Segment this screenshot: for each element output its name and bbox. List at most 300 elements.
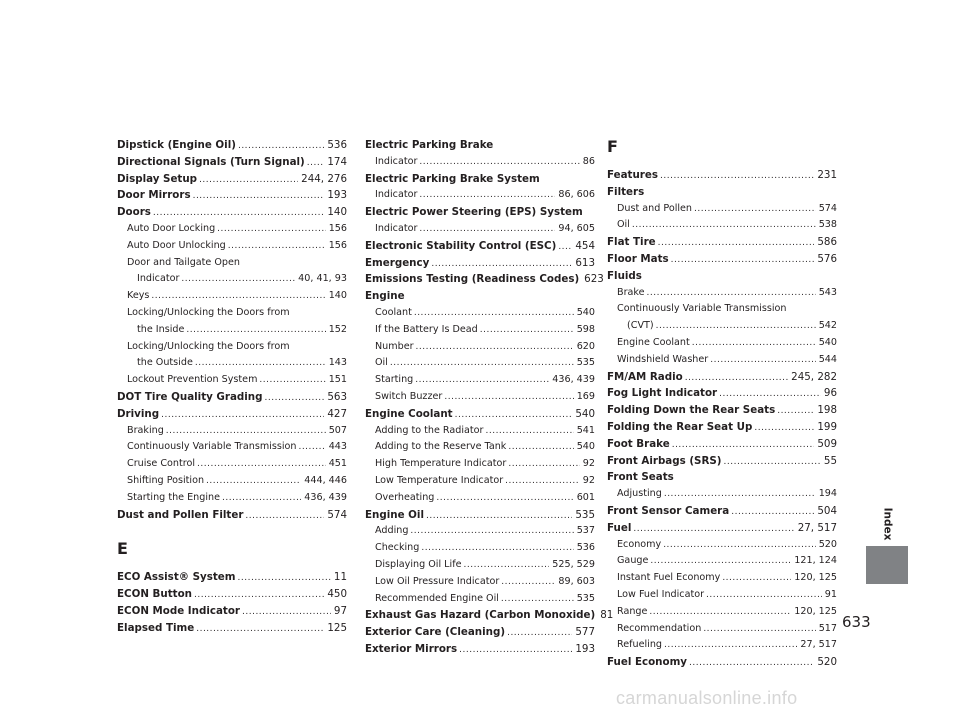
- index-entry: [365, 389, 595, 406]
- entry-term: Number: [375, 340, 414, 352]
- entry-pages: 541: [576, 424, 595, 436]
- leader-dots: [501, 591, 574, 608]
- entry-pages: 96: [823, 387, 837, 400]
- entry-term: Shifting Position: [127, 474, 205, 486]
- entry-term: Doors: [117, 206, 151, 219]
- index-entry: [365, 624, 595, 641]
- entry-pages: 576: [817, 252, 837, 265]
- entry-term: Dipstick (Engine Oil): [117, 139, 236, 151]
- page-number: 633: [842, 613, 871, 631]
- entry-term: ECO Assist® System: [117, 571, 236, 584]
- index-entry: [607, 385, 837, 402]
- entry-pages: 543: [818, 286, 837, 298]
- index-entry: [607, 587, 837, 604]
- entry-pages: 450: [327, 588, 347, 601]
- entry-term: Refueling: [617, 639, 662, 651]
- entry-pages: 535: [575, 508, 595, 521]
- leader-dots: [663, 537, 816, 554]
- entry-term: Locking/Unlocking the Doors from: [127, 340, 290, 352]
- entry-term: Folding Down the Rear Seats: [607, 404, 776, 417]
- entry-pages: 623: [584, 273, 604, 286]
- index-entry: [365, 255, 595, 272]
- index-entry: [365, 238, 595, 255]
- leader-dots: [426, 508, 572, 525]
- leader-dots: [419, 221, 555, 238]
- entry-pages: 40, 41, 93: [298, 273, 347, 285]
- index-entry: [117, 439, 347, 456]
- leader-dots: [719, 386, 821, 403]
- leader-dots: [710, 352, 815, 369]
- entry-term: Folding the Rear Seat Up: [607, 420, 753, 433]
- leader-dots: [777, 403, 814, 420]
- leader-dots: [238, 138, 324, 155]
- entry-term: Engine Coolant: [365, 407, 453, 420]
- entry-pages: 27, 517: [797, 521, 837, 534]
- entry-term: Display Setup: [117, 172, 198, 185]
- entry-pages: 156: [328, 239, 347, 251]
- letter-heading: E: [117, 539, 128, 559]
- index-column-2: [365, 137, 614, 658]
- index-entry: [117, 255, 347, 272]
- index-entry: [607, 537, 837, 554]
- index-entry: [365, 540, 595, 557]
- leader-dots: [206, 473, 301, 490]
- entry-term: Foot Brake: [607, 437, 670, 450]
- entry-pages: 140: [327, 206, 347, 219]
- entry-term: Low Temperature Indicator: [375, 474, 504, 486]
- leader-dots: [505, 473, 580, 490]
- leader-dots: [436, 490, 573, 507]
- entry-term: Starting the Engine: [127, 491, 220, 503]
- index-entry: [117, 187, 347, 204]
- index-entry: [365, 271, 604, 288]
- leader-dots: [656, 318, 816, 335]
- entry-pages: 194: [818, 488, 837, 500]
- entry-pages: 451: [328, 458, 347, 470]
- entry-term: Engine Oil: [365, 508, 424, 521]
- leader-dots: [186, 322, 325, 339]
- leader-dots: [421, 540, 573, 557]
- index-entry: [365, 187, 595, 204]
- index-column-3: [607, 137, 837, 671]
- entry-pages: 174: [327, 155, 347, 168]
- entry-term: Adding to the Reserve Tank: [375, 441, 507, 453]
- leader-dots: [649, 604, 791, 621]
- index-entry: [607, 318, 837, 335]
- leader-dots: [671, 252, 815, 269]
- entry-term: Adding: [375, 525, 409, 537]
- index-entry: [365, 473, 595, 490]
- leader-dots: [222, 490, 301, 507]
- entry-term: Electric Parking Brake System: [365, 172, 540, 185]
- entry-pages: 427: [327, 407, 347, 420]
- leader-dots: [685, 370, 788, 387]
- entry-pages: 574: [818, 202, 837, 214]
- entry-term: Brake: [617, 286, 645, 298]
- entry-term: (CVT): [627, 320, 654, 332]
- entry-pages: 544: [818, 353, 837, 365]
- side-tab-block: [866, 546, 908, 584]
- entry-pages: 152: [328, 323, 347, 335]
- entry-term: Elapsed Time: [117, 621, 195, 634]
- index-entry: [607, 369, 837, 386]
- leader-dots: [166, 423, 326, 440]
- entry-pages: 244, 276: [301, 172, 347, 185]
- entry-term: Engine: [365, 290, 405, 303]
- entry-term: If the Battery Is Dead: [375, 323, 478, 335]
- index-entry: [117, 372, 347, 389]
- leader-dots: [658, 235, 815, 252]
- index-entry: [117, 154, 347, 171]
- index-entry: [607, 570, 837, 587]
- leader-dots: [228, 238, 326, 255]
- index-entry: [365, 523, 595, 540]
- entry-term: Engine Coolant: [617, 336, 690, 348]
- entry-pages: 86: [582, 155, 595, 167]
- index-entry: [117, 305, 347, 322]
- index-entry: [117, 507, 347, 524]
- entry-term: the Inside: [137, 323, 185, 335]
- entry-pages: 443: [328, 441, 347, 453]
- index-entry: [607, 167, 837, 184]
- entry-pages: 55: [823, 454, 837, 467]
- leader-dots: [195, 355, 326, 372]
- index-entry: [365, 339, 595, 356]
- entry-term: Auto Door Locking: [127, 222, 216, 234]
- leader-dots: [390, 355, 574, 372]
- index-column-1: [117, 137, 347, 637]
- index-entry: [117, 238, 347, 255]
- entry-pages: 620: [576, 340, 595, 352]
- leader-dots: [459, 642, 572, 659]
- entry-pages: 11: [333, 571, 347, 584]
- entry-term: DOT Tire Quality Grading: [117, 390, 263, 403]
- entry-term: Fluids: [607, 269, 642, 282]
- letter-heading: F: [607, 137, 618, 156]
- entry-term: Exterior Mirrors: [365, 642, 458, 655]
- leader-dots: [431, 256, 572, 273]
- entry-pages: 537: [576, 525, 595, 537]
- index-entry: [117, 569, 347, 586]
- watermark: carmanualsonline.info: [616, 688, 798, 708]
- index-entry: [365, 456, 595, 473]
- entry-pages: 156: [328, 222, 347, 234]
- entry-pages: 231: [817, 169, 837, 181]
- entry-term: Switch Buzzer: [375, 390, 443, 402]
- entry-term: Adding to the Radiator: [375, 424, 484, 436]
- entry-pages: 81: [600, 609, 614, 622]
- index-entry: [607, 402, 837, 419]
- entry-term: FM/AM Radio: [607, 370, 683, 383]
- leader-dots: [242, 604, 331, 621]
- leader-dots: [259, 372, 325, 389]
- entry-pages: 94, 605: [558, 222, 595, 234]
- leader-dots: [444, 389, 573, 406]
- entry-term: Emergency: [365, 256, 430, 269]
- entry-term: Fuel: [607, 521, 632, 534]
- entry-pages: 143: [328, 357, 347, 369]
- entry-term: Driving: [117, 407, 160, 420]
- entry-pages: 536: [327, 139, 347, 151]
- leader-dots: [731, 504, 814, 521]
- leader-dots: [161, 407, 324, 424]
- leader-dots: [217, 221, 326, 238]
- entry-term: Displaying Oil Life: [375, 558, 462, 570]
- leader-dots: [692, 335, 816, 352]
- spacer: [117, 523, 347, 539]
- entry-term: Overheating: [375, 491, 435, 503]
- entry-term: Indicator: [375, 155, 418, 167]
- index-entry: [607, 469, 837, 486]
- index-entry: [117, 339, 347, 356]
- leader-dots: [245, 508, 324, 525]
- entry-pages: 598: [576, 323, 595, 335]
- entry-pages: 125: [327, 621, 347, 634]
- index-entry: [365, 641, 595, 658]
- leader-dots: [703, 621, 815, 638]
- index-entry: [117, 288, 347, 305]
- entry-pages: 540: [575, 407, 595, 420]
- leader-dots: [181, 271, 295, 288]
- entry-term: Dust and Pollen Filter: [117, 508, 244, 521]
- index-entry: [607, 234, 837, 251]
- leader-dots: [485, 423, 573, 440]
- entry-term: Economy: [617, 538, 662, 550]
- entry-pages: 613: [575, 256, 595, 269]
- index-entry: [607, 352, 837, 369]
- entry-pages: 92: [582, 474, 595, 486]
- entry-term: Directional Signals (Turn Signal): [117, 155, 305, 168]
- index-entry: [117, 423, 347, 440]
- leader-dots: [410, 523, 573, 540]
- leader-dots: [238, 570, 331, 587]
- leader-dots: [307, 155, 325, 172]
- index-entry: [365, 574, 595, 591]
- index-entry: [117, 355, 347, 372]
- index-entry: [365, 288, 595, 305]
- entry-pages: 517: [818, 622, 837, 634]
- entry-term: Low Oil Pressure Indicator: [375, 575, 500, 587]
- index-entry: [365, 557, 595, 574]
- entry-term: Recommendation: [617, 622, 702, 634]
- entry-term: Fuel Economy: [607, 656, 688, 669]
- entry-pages: 436, 439: [552, 374, 595, 386]
- leader-dots: [508, 456, 579, 473]
- entry-pages: 454: [575, 239, 595, 252]
- index-entry: [117, 490, 347, 507]
- entry-pages: 574: [327, 508, 347, 521]
- entry-pages: 507: [328, 424, 347, 436]
- entry-pages: 245, 282: [791, 370, 837, 383]
- entry-pages: 140: [328, 290, 347, 302]
- entry-term: Indicator: [375, 189, 418, 201]
- index-entry: [365, 607, 614, 624]
- entry-pages: 536: [576, 542, 595, 554]
- index-entry: [117, 603, 347, 620]
- entry-pages: 27, 517: [800, 639, 837, 651]
- entry-pages: 540: [576, 306, 595, 318]
- index-entry: [117, 586, 347, 603]
- index-entry: [117, 473, 347, 490]
- entry-pages: 540: [818, 336, 837, 348]
- entry-pages: 542: [818, 320, 837, 332]
- entry-pages: 538: [818, 219, 837, 231]
- entry-pages: 535: [576, 592, 595, 604]
- entry-term: Lockout Prevention System: [127, 374, 258, 386]
- leader-dots: [501, 574, 555, 591]
- index-entry: [365, 322, 595, 339]
- index-entry: [607, 553, 837, 570]
- leader-dots: [196, 621, 324, 638]
- entry-term: the Outside: [137, 357, 193, 369]
- index-entry: [607, 201, 837, 218]
- entry-term: Emissions Testing (Readiness Codes): [365, 273, 580, 286]
- entry-term: ECON Button: [117, 588, 192, 601]
- leader-dots: [416, 339, 574, 356]
- entry-term: Windshield Washer: [617, 353, 709, 365]
- side-tab-label: Index: [880, 507, 893, 541]
- entry-pages: 535: [576, 357, 595, 369]
- entry-pages: 193: [575, 642, 595, 655]
- entry-term: Fog Light Indicator: [607, 387, 718, 400]
- index-entry: [607, 486, 837, 503]
- entry-pages: 198: [817, 404, 837, 417]
- index-entry: [117, 271, 347, 288]
- entry-term: Indicator: [137, 273, 180, 285]
- leader-dots: [419, 187, 555, 204]
- entry-term: Recommended Engine Oil: [375, 592, 499, 604]
- index-entry: [607, 251, 837, 268]
- entry-term: Electronic Stability Control (ESC): [365, 239, 557, 252]
- leader-dots: [507, 625, 572, 642]
- leader-dots: [706, 587, 822, 604]
- leader-dots: [193, 188, 325, 205]
- entry-term: Floor Mats: [607, 252, 669, 265]
- leader-dots: [265, 390, 325, 407]
- index-entry: [365, 204, 595, 221]
- index-entry: [607, 520, 837, 537]
- entry-term: ECON Mode Indicator: [117, 604, 240, 617]
- entry-pages: 525, 529: [552, 558, 595, 570]
- index-entry: [607, 637, 837, 654]
- entry-term: Coolant: [375, 306, 412, 318]
- entry-pages: 89, 603: [558, 575, 595, 587]
- entry-pages: 120, 125: [794, 572, 837, 584]
- entry-pages: 586: [817, 236, 837, 249]
- leader-dots: [724, 454, 821, 471]
- leader-dots: [199, 172, 298, 189]
- leader-dots: [298, 439, 325, 456]
- index-entry: [607, 335, 837, 352]
- index-entry: [117, 204, 347, 221]
- leader-dots: [151, 288, 325, 305]
- entry-pages: 151: [328, 374, 347, 386]
- leader-dots: [660, 168, 814, 185]
- entry-term: Filters: [607, 185, 645, 198]
- index-entry: [365, 154, 595, 171]
- entry-pages: 91: [824, 588, 837, 600]
- entry-term: Cruise Control: [127, 458, 196, 470]
- entry-pages: 199: [817, 420, 837, 433]
- index-entry: [607, 184, 837, 201]
- entry-term: Door Mirrors: [117, 189, 191, 202]
- leader-dots: [672, 437, 815, 454]
- leader-dots: [664, 486, 816, 503]
- index-entry: [117, 137, 347, 154]
- entry-pages: 509: [817, 437, 837, 450]
- index-entry: [365, 591, 595, 608]
- index-entry: [607, 301, 837, 318]
- index-entry: [607, 621, 837, 638]
- entry-term: Checking: [375, 542, 420, 554]
- entry-pages: 540: [576, 441, 595, 453]
- entry-term: Keys: [127, 290, 150, 302]
- entry-term: Front Airbags (SRS): [607, 454, 722, 467]
- index-entry: [607, 604, 837, 621]
- index-entry: [365, 423, 595, 440]
- leader-dots: [722, 570, 791, 587]
- entry-pages: 520: [817, 656, 837, 669]
- entry-term: Door and Tailgate Open: [127, 256, 241, 268]
- index-entry: [117, 456, 347, 473]
- entry-pages: 520: [818, 538, 837, 550]
- entry-pages: 444, 446: [304, 474, 347, 486]
- entry-term: High Temperature Indicator: [375, 458, 507, 470]
- leader-dots: [664, 637, 797, 654]
- entry-term: Dust and Pollen: [617, 202, 693, 214]
- entry-pages: 169: [576, 390, 595, 402]
- leader-dots: [689, 655, 814, 672]
- entry-term: Braking: [127, 424, 164, 436]
- leader-dots: [694, 201, 816, 218]
- entry-pages: 92: [582, 458, 595, 470]
- leader-dots: [463, 557, 549, 574]
- entry-term: Continuously Variable Transmission: [127, 441, 297, 453]
- leader-dots: [414, 305, 574, 322]
- entry-pages: 121, 124: [794, 555, 837, 567]
- index-entry: [365, 355, 595, 372]
- index-entry: [365, 372, 595, 389]
- entry-term: Continuously Variable Transmission: [617, 303, 787, 315]
- entry-term: Auto Door Unlocking: [127, 239, 226, 251]
- entry-term: Oil: [617, 219, 630, 231]
- entry-term: Exhaust Gas Hazard (Carbon Monoxide): [365, 609, 596, 622]
- leader-dots: [508, 439, 573, 456]
- index-entry: [365, 507, 595, 524]
- entry-pages: 193: [327, 189, 347, 202]
- entry-term: Features: [607, 169, 658, 181]
- index-entry: [607, 217, 837, 234]
- entry-term: Electric Parking Brake: [365, 139, 494, 151]
- entry-term: Oil: [375, 357, 388, 369]
- entry-term: Low Fuel Indicator: [617, 588, 705, 600]
- entry-term: Exterior Care (Cleaning): [365, 626, 506, 639]
- entry-pages: 86, 606: [558, 189, 595, 201]
- index-entry: [365, 439, 595, 456]
- entry-pages: 504: [817, 504, 837, 517]
- entry-term: Starting: [375, 374, 414, 386]
- index-entry: [607, 654, 837, 671]
- entry-term: Adjusting: [617, 488, 662, 500]
- entry-term: Gauge: [617, 555, 649, 567]
- index-entry: [117, 620, 347, 637]
- entry-term: Instant Fuel Economy: [617, 572, 721, 584]
- entry-pages: 577: [575, 626, 595, 639]
- leader-dots: [633, 521, 794, 538]
- entry-term: Front Seats: [607, 471, 674, 484]
- index-entry: [365, 137, 595, 154]
- leader-dots: [419, 154, 579, 171]
